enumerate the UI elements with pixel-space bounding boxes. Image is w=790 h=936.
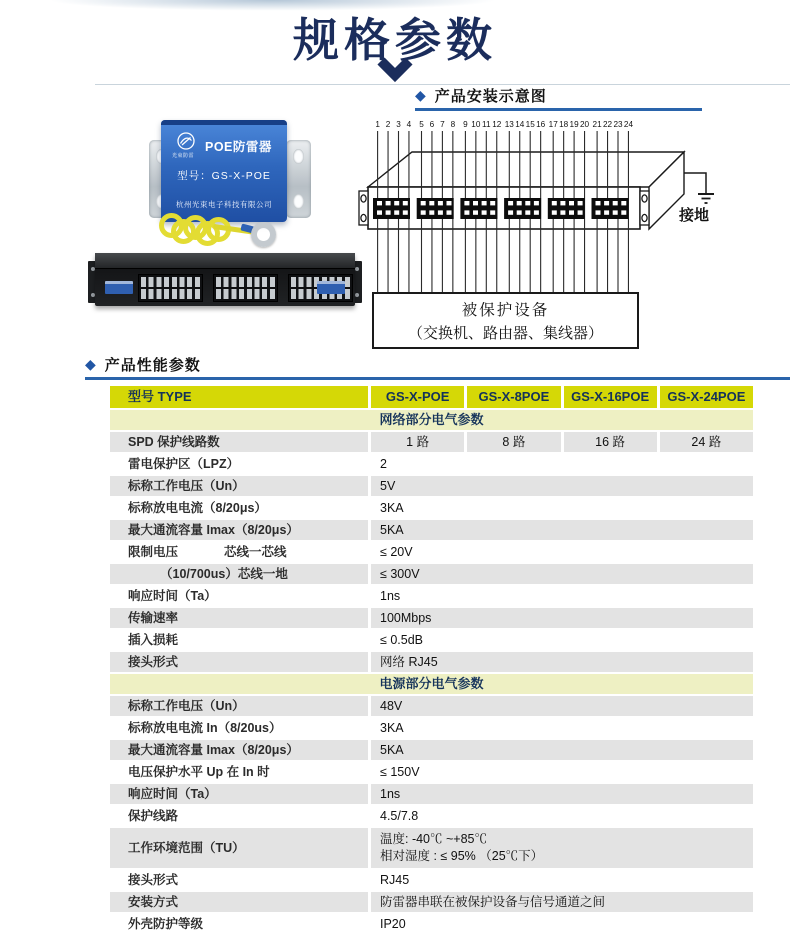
chevron-down-icon xyxy=(377,57,413,83)
spec-label-cell: 雷电保护区（LPZ） xyxy=(110,454,368,474)
spec-label-cell: 接头形式 xyxy=(110,870,368,890)
table-row xyxy=(110,608,753,628)
rack-label-left xyxy=(105,281,133,294)
diamond-icon: ◆ xyxy=(415,87,426,103)
section-underline xyxy=(85,377,790,380)
table-row xyxy=(110,892,753,912)
table-row xyxy=(110,586,753,606)
rj45-port-group xyxy=(213,274,278,302)
device-model-line: 型号：GS-X-POE xyxy=(177,170,271,182)
table-row xyxy=(110,454,753,474)
spec-label-cell: 电压保护水平 Up 在 In 时 xyxy=(110,762,368,782)
spec-value-cell: RJ45 xyxy=(371,870,753,890)
spec-label-cell: 安装方式 xyxy=(110,892,368,912)
surge-protector-device xyxy=(161,120,287,222)
install-section-header xyxy=(415,86,702,111)
spec-value-cell: ≤ 150V xyxy=(371,762,753,782)
spec-label-cell: 保护线路 xyxy=(110,806,368,826)
svg-text:23: 23 xyxy=(613,120,623,129)
rack-panel-photo xyxy=(88,253,362,309)
type-header-cell: 型号 TYPE xyxy=(110,386,368,408)
spec-value-cell: 16 路 xyxy=(564,432,657,452)
page-title: 规格参数 xyxy=(293,14,497,66)
svg-text:24: 24 xyxy=(623,120,634,129)
table-row xyxy=(110,762,753,782)
spec-label-cell: （10/700us）芯线一地 xyxy=(110,564,368,584)
spec-value-cell: IP20 xyxy=(371,914,753,934)
spec-value-cell: 48V xyxy=(371,696,753,716)
ground-symbol xyxy=(684,173,714,203)
brand-logo-text: 光束防雷 xyxy=(172,153,194,159)
spec-value-cell: 8 路 xyxy=(467,432,560,452)
svg-text:3: 3 xyxy=(396,120,401,129)
svg-text:8: 8 xyxy=(450,120,456,129)
table-row xyxy=(110,630,753,650)
spec-value-cell: 网络 RJ45 xyxy=(371,652,753,672)
svg-text:11: 11 xyxy=(482,120,491,129)
svg-text:5: 5 xyxy=(419,120,424,129)
table-row xyxy=(110,520,753,540)
spec-value-cell: 1 路 xyxy=(371,432,464,452)
svg-text:20: 20 xyxy=(579,120,590,129)
spec-label-cell: 标称放电电流（8/20μs） xyxy=(110,498,368,518)
table-row xyxy=(110,806,753,826)
svg-text:16: 16 xyxy=(536,120,546,129)
spec-label-cell: 响应时间（Ta） xyxy=(110,784,368,804)
svg-text:14: 14 xyxy=(515,120,525,129)
protected-box-line1: 被保护设备 xyxy=(461,302,550,319)
diamond-icon: ◆ xyxy=(85,356,96,372)
params-section-title: 产品性能参数 xyxy=(104,356,201,374)
spec-value-cell: 防雷器串联在被保护设备与信号通道之间 xyxy=(371,892,753,912)
svg-text:2: 2 xyxy=(385,120,391,129)
table-row xyxy=(110,718,753,738)
spec-label-cell: 标称工作电压（Un） xyxy=(110,696,368,716)
rack-label-right xyxy=(317,281,345,294)
spec-value-cell: ≤ 300V xyxy=(371,564,753,584)
brand-logo-icon xyxy=(176,131,196,151)
table-row xyxy=(110,652,753,672)
table-section-band xyxy=(110,674,753,694)
spec-value-cell: 1ns xyxy=(371,784,753,804)
spec-value-cell: 100Mbps xyxy=(371,608,753,628)
spec-label-cell: SPD 保护线路数 xyxy=(110,432,368,452)
spec-value-cell: 2 xyxy=(371,454,753,474)
table-row xyxy=(110,870,753,890)
table-header-row xyxy=(110,386,753,408)
spec-label-cell: 接头形式 xyxy=(110,652,368,672)
rack-body xyxy=(95,253,355,306)
table-row xyxy=(110,740,753,760)
protected-box-line2: （交换机、路由器、集线器） xyxy=(407,325,603,342)
spec-value-cell: 3KA xyxy=(371,718,753,738)
spec-value-cell: 3KA xyxy=(371,498,753,518)
protected-equipment-box xyxy=(372,292,639,349)
svg-text:13: 13 xyxy=(504,120,514,129)
spec-label-cell: 限制电压 芯线一芯线 xyxy=(110,542,368,562)
spec-label-cell: 工作环境范围（TU） xyxy=(110,828,368,868)
spec-label-cell: 传输速率 xyxy=(110,608,368,628)
params-section-header xyxy=(85,355,790,380)
spec-table xyxy=(110,386,753,936)
spec-value-cell: 5V xyxy=(371,476,753,496)
svg-text:22: 22 xyxy=(602,120,613,129)
spec-label-cell: 标称工作电压（Un） xyxy=(110,476,368,496)
panel-top-face xyxy=(368,152,684,187)
svg-text:19: 19 xyxy=(569,120,579,129)
table-row xyxy=(110,914,753,934)
spec-label-cell: 标称放电电流 In（8/20us） xyxy=(110,718,368,738)
table-row xyxy=(110,696,753,716)
svg-text:17: 17 xyxy=(548,120,558,129)
spec-label-cell: 最大通流容量 Imax（8/20μs） xyxy=(110,520,368,540)
spec-value-cell: 5KA xyxy=(371,740,753,760)
svg-text:7: 7 xyxy=(440,120,445,129)
svg-text:6: 6 xyxy=(429,120,435,129)
spec-value-cell: ≤ 0.5dB xyxy=(371,630,753,650)
model-header-cell: GS-X-POE xyxy=(371,386,464,408)
table-row xyxy=(110,564,753,584)
svg-text:1: 1 xyxy=(375,120,380,129)
spec-value-cell: 4.5/7.8 xyxy=(371,806,753,826)
table-section-band xyxy=(110,410,753,430)
ring-terminal xyxy=(251,222,276,247)
spec-value-cell: 5KA xyxy=(371,520,753,540)
spec-label-cell: 插入损耗 xyxy=(110,630,368,650)
model-header-cell: GS-X-16POE xyxy=(564,386,657,408)
svg-text:18: 18 xyxy=(559,120,569,129)
model-header-cell: GS-X-8POE xyxy=(467,386,560,408)
spec-label-cell: 外壳防护等级 xyxy=(110,914,368,934)
install-section-title: 产品安装示意图 xyxy=(434,87,547,105)
svg-text:12: 12 xyxy=(492,120,502,129)
band-label: 网络部分电气参数 xyxy=(110,410,753,430)
table-row xyxy=(110,784,753,804)
svg-text:15: 15 xyxy=(525,120,535,129)
table-row xyxy=(110,542,753,562)
table-row xyxy=(110,476,753,496)
spec-value-cell: 24 路 xyxy=(660,432,753,452)
ground-label: 接地 xyxy=(678,207,710,224)
spec-value-cell: 温度: -40℃ ~+85℃ 相对湿度 : ≤ 95% （25℃下） xyxy=(371,828,753,868)
spec-label-cell: 最大通流容量 Imax（8/20μs） xyxy=(110,740,368,760)
device-company-name: 杭州光束电子科技有限公司 xyxy=(176,200,272,209)
band-label: 电源部分电气参数 xyxy=(110,674,753,694)
spec-value-cell: ≤ 20V xyxy=(371,542,753,562)
device-product-name: POE防雷器 xyxy=(205,140,272,154)
svg-text:4: 4 xyxy=(406,120,412,129)
spec-value-cell: 1ns xyxy=(371,586,753,606)
svg-text:9: 9 xyxy=(463,120,468,129)
table-row xyxy=(110,432,753,452)
mounting-flange-right xyxy=(286,140,311,218)
table-row xyxy=(110,498,753,518)
spec-label-cell: 响应时间（Ta） xyxy=(110,586,368,606)
svg-text:10: 10 xyxy=(471,120,481,129)
rj45-port-group xyxy=(138,274,203,302)
svg-text:21: 21 xyxy=(592,120,602,129)
table-row xyxy=(110,828,753,868)
model-header-cell: GS-X-24POE xyxy=(660,386,753,408)
